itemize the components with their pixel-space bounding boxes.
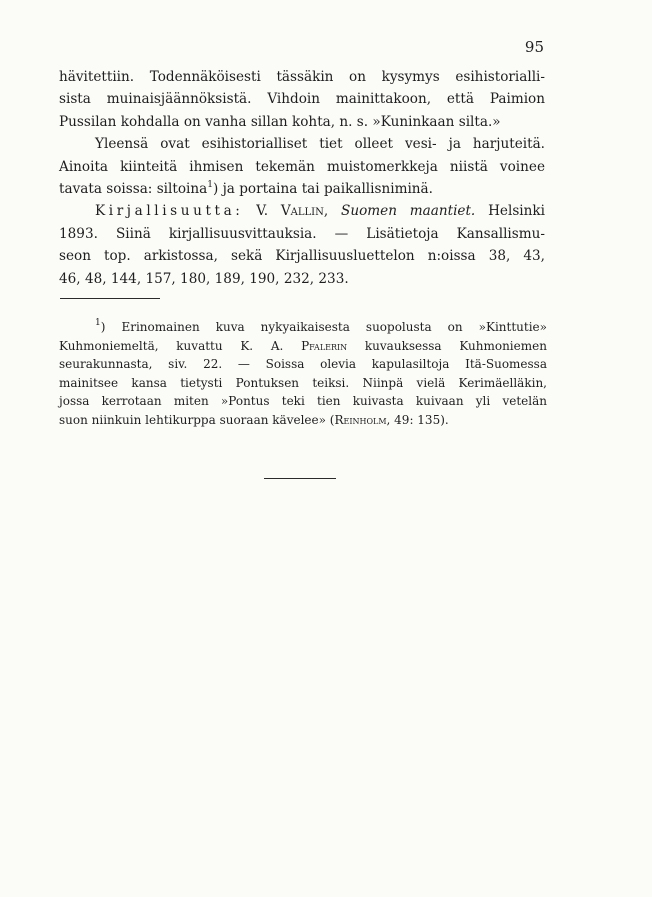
footnote-line — [59, 318, 547, 337]
photographer-name: Pfalerin — [301, 338, 348, 353]
author-initial: V. — [256, 203, 269, 220]
text-line: 46, 48, 144, 157, 180, 189, 190, 232, 233. — [59, 270, 349, 287]
work-title: Suomen maantiet. — [341, 203, 476, 220]
footnote-reference: 1 — [207, 180, 213, 191]
footnote-line — [59, 411, 547, 430]
footnotes — [59, 318, 547, 429]
text-fragment: kuvauksessa Kuhmoniemen — [364, 338, 547, 353]
text-fragment: 49: 135). — [394, 412, 449, 427]
text-line: Ainoita kiinteitä ihmisen tekemän muistomerkkeja niistä voinee — [59, 158, 545, 175]
text-line: hävitettiin. Todennäköisesti tässäkin on kysymys esihistorialli- — [59, 69, 545, 85]
text-line: Yleensä ovat esihistorialliset tiet olleet vesi- ja harjuteitä. — [95, 136, 545, 153]
literature-line — [59, 200, 545, 222]
text-line: seon top. arkistossa, sekä Kirjallisuusluettelon n:oissa 38, 43, — [59, 248, 545, 265]
footnote-mark: 1 — [95, 318, 101, 328]
literature-label: Kirjallisuutta: — [95, 203, 244, 220]
text-line: 1893. Siinä kirjallisuusvittauksia. — Lisätietoja Kansallismu- — [59, 225, 545, 242]
text-fragment: ) Erinomainen kuva nykyaikaisesta suopolusta on »Kinttutie» — [100, 320, 547, 334]
text-line: sista muinaisjäännöksistä. Vihdoin mainittakoon, että Paimion — [59, 91, 545, 108]
footnote-line: seurakunnasta, siv. 22. — Soissa olevia kapulasiltoja Itä-Suomessa — [59, 357, 547, 371]
text-line: Pussilan kohdalla on vanha sillan kohta, n. s. »Kuninkaan silta.» — [59, 113, 501, 130]
footnote-line: mainitsee kansa tietysti Pontuksen teiksi. Niinpä vielä Kerimäelläkin, — [59, 375, 547, 390]
author-name: Vallin, — [280, 203, 329, 220]
body-text — [59, 66, 545, 290]
footnote-line: jossa kerrotaan miten »Pontus teki tien kuivasta kuivaan yli vetelän — [59, 394, 547, 408]
footnote-line — [59, 337, 547, 356]
text-fragment: ) ja portaina tai paikallisniminä. — [212, 181, 433, 198]
text-line — [59, 178, 545, 200]
text-fragment: Kuhmoniemeltä, kuvattu K. A. — [59, 338, 284, 353]
text-fragment: suon niinkuin lehtikurppa suoraan kävelee» ( — [59, 412, 335, 427]
text-fragment: tavata soissa: siltoina — [59, 181, 208, 198]
publication-place: Helsinki — [488, 203, 545, 220]
author-name: Reinholm, — [334, 412, 391, 427]
end-divider — [264, 478, 336, 479]
page-number: 95 — [524, 38, 544, 56]
footnote-divider — [60, 298, 160, 299]
